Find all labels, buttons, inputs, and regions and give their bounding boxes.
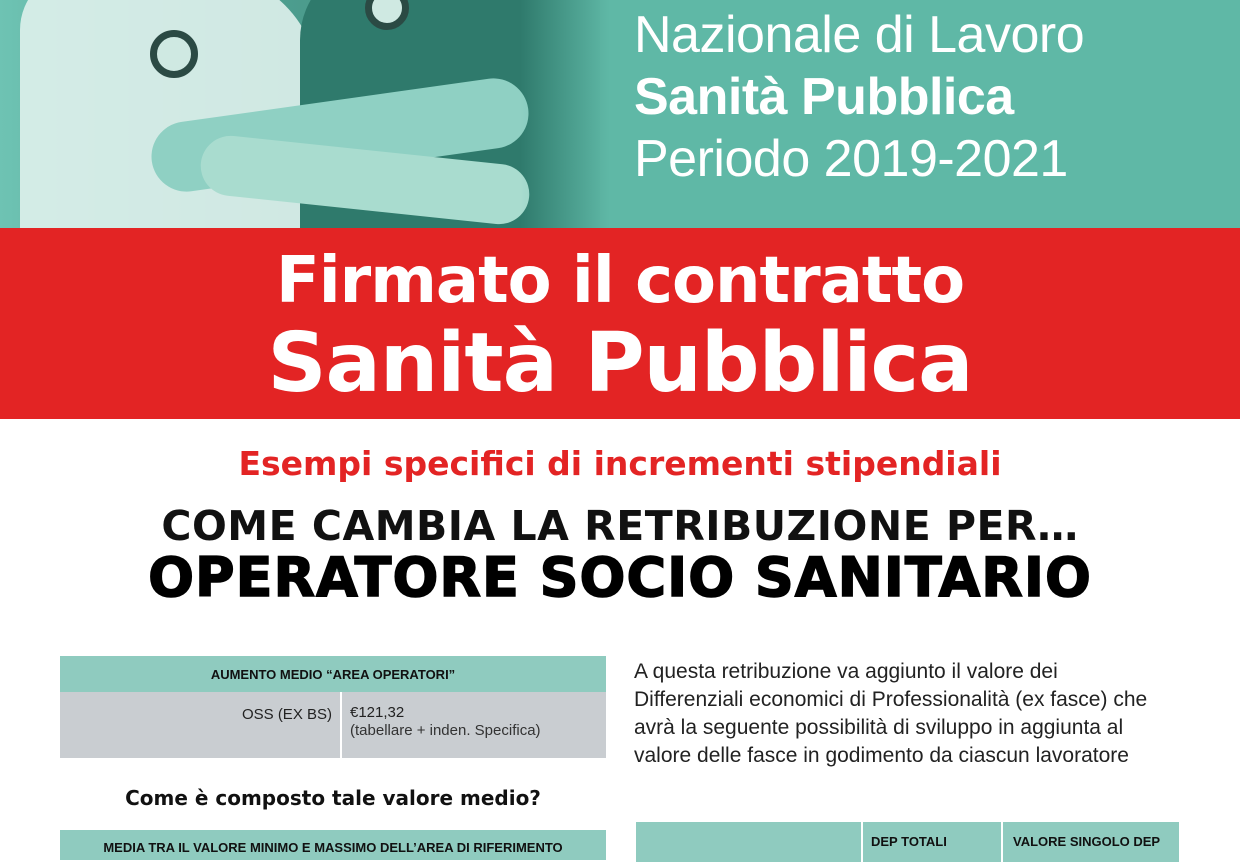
dep-table-header <box>636 822 1179 862</box>
aumento-table-header: AUMENTO MEDIO “AREA OPERATORI” <box>60 656 606 692</box>
header-banner <box>0 0 1240 228</box>
question-heading: Come è composto tale valore medio? <box>125 786 541 810</box>
header-title <box>634 4 1084 190</box>
role-value-cell <box>341 692 606 758</box>
dep-col-valore: VALORE SINGOLO DEP <box>1013 834 1161 849</box>
header-title-line3: Periodo 2019-2021 <box>634 130 1068 188</box>
role-heading: OPERATORE SOCIO SANITARIO <box>148 546 1092 609</box>
increase-note: (tabellare + inden. Specifica) <box>350 722 541 739</box>
section-heading: COME CAMBIA LA RETRIBUZIONE PER… <box>161 502 1079 550</box>
increase-amount: €121,32 <box>350 704 405 721</box>
dep-col-totali: DEP TOTALI <box>863 822 1003 862</box>
headline-line1: Firmato il contratto <box>275 244 965 318</box>
headline-line2: Sanità Pubblica <box>267 316 973 411</box>
dep-col-empty <box>636 822 863 862</box>
section-subtitle: Esempi specifici di incrementi stipendiali <box>238 444 1002 483</box>
header-title-line2: Sanità Pubblica <box>634 68 1014 126</box>
aumento-table <box>60 656 606 758</box>
role-label: OSS (EX BS) <box>60 692 341 758</box>
media-table-header: MEDIA TRA IL VALORE MINIMO E MASSIMO DELL’AREA DI RIFERIMENTO <box>60 830 606 860</box>
explanation-paragraph: A questa retribuzione va aggiunto il valore dei Differenziali economici di Professionalità (ex fasce) che avrà la seguente possibilità di sviluppo in aggiunta al valore delle fasce in godimento da ciascun lavoratore <box>634 660 1148 767</box>
photo-fade <box>520 0 610 228</box>
headline-banner <box>0 228 1240 419</box>
header-title-line1: Nazionale di Lavoro <box>634 6 1085 64</box>
table-row <box>60 692 606 758</box>
stethoscope-icon <box>150 30 198 78</box>
healthcare-workers-photo <box>0 0 610 228</box>
